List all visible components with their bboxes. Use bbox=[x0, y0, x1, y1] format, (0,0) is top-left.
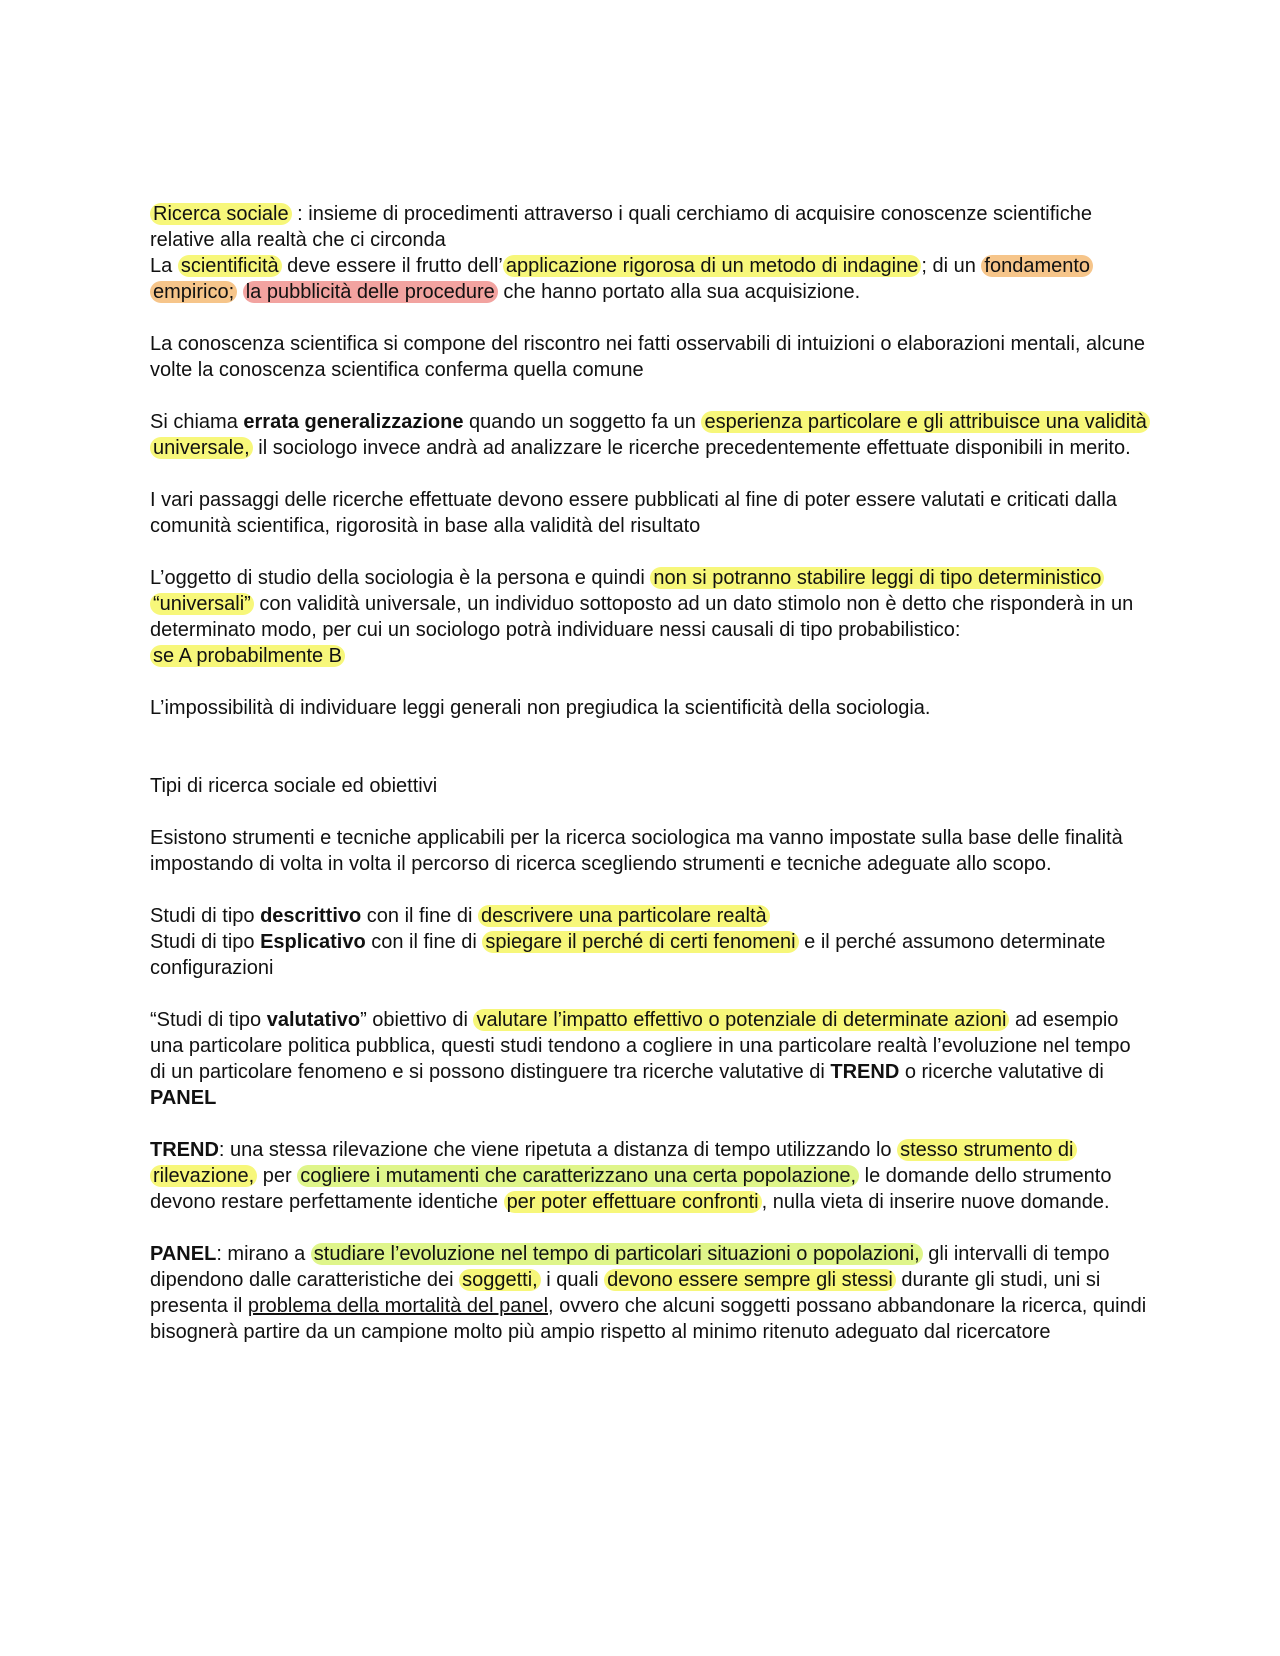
paragraph-errata-generalizzazione: Si chiama errata generalizzazione quando un soggetto fa un esperienza particolare e gli attribuisce una validità universale, il sociologo invece andrà ad analizzare le ricerche precedentemente effettuate disponibili in merito. bbox=[150, 409, 1150, 461]
bold-panel: PANEL bbox=[150, 1087, 217, 1109]
paragraph-ricerca-sociale: Ricerca sociale : insieme di procedimenti attraverso i quali cerchiamo di acquisire conoscenze scientifiche relative alla realtà che ci circonda bbox=[150, 203, 1092, 251]
paragraph-se-a-b bbox=[150, 643, 1150, 669]
highlight-fondamento-empirico: fondamento empirico; bbox=[150, 255, 1093, 303]
paragraph-impossibilita: L’impossibilità di individuare leggi generali non pregiudica la scientificità della sociologia. bbox=[150, 697, 931, 719]
paragraph-trend: TREND: una stessa rilevazione che viene ripetuta a distanza di tempo utilizzando lo stesso strumento di rilevazione, per cogliere i mutamenti che caratterizzano una certa popolazione, le domande dello strumento devono restare perfettamente identiche per poter effettuare confronti , nulla vieta di inserire nuove domande. bbox=[150, 1139, 1112, 1213]
paragraph-conoscenza-scientifica: La conoscenza scientifica si compone del riscontro nei fatti osservabili di intuizioni o elaborazioni mentali, alcune volte la conoscenza scientifica conferma quella comune bbox=[150, 333, 1145, 381]
paragraph-panel: PANEL: mirano a studiare l’evoluzione nel tempo di particolari situazioni o popolazioni, gli intervalli di tempo dipendono dalle caratteristiche dei soggetti, i quali devono essere sempre gli stessi durante gli studi, uni si presenta il problema della mortalità del panel, ovvero che alcuni soggetti possano abbandonare la ricerca, quindi bisognerà partire da un campione molto più ampio rispetto al minimo ritenuto adeguato dal ricercatore bbox=[150, 1243, 1147, 1343]
highlight-studiare-evoluzione: studiare l’evoluzione nel tempo di particolari situazioni o popolazioni, bbox=[311, 1243, 923, 1265]
highlight-stesso-strumento: stesso strumento di rilevazione, bbox=[150, 1139, 1077, 1187]
paragraph-passaggi-ricerche: I vari passaggi delle ricerche effettuate devono essere pubblicati al fine di poter essere valutati e criticati dalla comunità scientifica, rigorosità in base alla validità del risultato bbox=[150, 489, 1117, 537]
underline-mortalita-panel: problema della mortalità del panel bbox=[247, 1295, 549, 1317]
highlight-descrivere-realta: descrivere una particolare realtà bbox=[478, 905, 770, 927]
highlight-soggetti: soggetti, bbox=[459, 1269, 541, 1291]
bold-errata-generalizzazione: errata generalizzazione bbox=[243, 411, 464, 433]
paragraph-studi-descrittivo: Studi di tipo descrittivo con il fine di descrivere una particolare realtà bbox=[150, 903, 1150, 929]
bold-valutativo: valutativo bbox=[266, 1009, 361, 1031]
paragraph-studi-esplicativo: Studi di tipo Esplicativo con il fine di spiegare il perché di certi fenomeni e il perché assumono determinate configurazioni bbox=[150, 931, 1106, 979]
bold-trend: TREND bbox=[830, 1061, 900, 1083]
highlight-ricerca-sociale: Ricerca sociale bbox=[150, 203, 292, 225]
bold-descrittivo: descrittivo bbox=[260, 905, 362, 927]
document-body bbox=[150, 201, 1150, 1345]
paragraph-oggetto-studio: L’oggetto di studio della sociologia è la persona e quindi non si potranno stabilire leggi di tipo deterministico “universali” con validità universale, un individuo sottoposto ad un dato stimolo non è detto che risponderà in un determinato modo, per cui un sociologo potrà individuare nessi causali di tipo probabilistico: bbox=[150, 567, 1134, 641]
paragraph-scientificita: La scientificità deve essere il frutto dell’ applicazione rigorosa di un metodo di indagine ; di un fondamento empirico; la pubblicità delle procedure che hanno portato alla sua acquisizione. bbox=[150, 253, 1150, 305]
highlight-esperienza-particolare: esperienza particolare e gli attribuisce una validità universale, bbox=[150, 411, 1150, 459]
highlight-spiegare-fenomeni: spiegare il perché di certi fenomeni bbox=[482, 931, 798, 953]
bold-panel-label: PANEL bbox=[150, 1243, 217, 1265]
section-heading: Tipi di ricerca sociale ed obiettivi bbox=[150, 775, 438, 797]
highlight-sempre-stessi: devono essere sempre gli stessi bbox=[604, 1269, 896, 1291]
highlight-se-a-probabilmente-b: se A probabilmente B bbox=[150, 645, 345, 667]
bold-trend-label: TREND bbox=[150, 1139, 219, 1161]
highlight-applicazione-rigorosa: applicazione rigorosa di un metodo di indagine bbox=[503, 255, 922, 277]
paragraph-studi-valutativo: “Studi di tipo valutativo” obiettivo di valutare l’impatto effettivo o potenziale di determinate azioni ad esempio una particolare politica pubblica, questi studi tendono a cogliere in una particolare realtà l’evoluzione nel tempo di un particolare fenomeno e si possono distinguere tra ricerche valutative di TREND o ricerche valutative di PANEL bbox=[150, 1009, 1131, 1109]
highlight-effettuare-confronti: per poter effettuare confronti bbox=[504, 1191, 762, 1213]
bold-esplicativo: Esplicativo bbox=[260, 931, 366, 953]
highlight-cogliere-mutamenti: cogliere i mutamenti che caratterizzano una certa popolazione, bbox=[297, 1165, 859, 1187]
highlight-leggi-deterministiche: non si potranno stabilire leggi di tipo deterministico “universali” bbox=[150, 567, 1104, 615]
highlight-scientificita: scientificità bbox=[178, 255, 282, 277]
paragraph-strumenti-tecniche: Esistono strumenti e tecniche applicabili per la ricerca sociologica ma vanno impostate sulla base delle finalità impostando di volta in volta il percorso di ricerca scegliendo strumenti e tecniche adeguate allo scopo. bbox=[150, 827, 1123, 875]
highlight-pubblicita-procedure: la pubblicità delle procedure bbox=[243, 281, 498, 303]
highlight-valutare-impatto: valutare l’impatto effettivo o potenziale di determinate azioni bbox=[473, 1009, 1009, 1031]
